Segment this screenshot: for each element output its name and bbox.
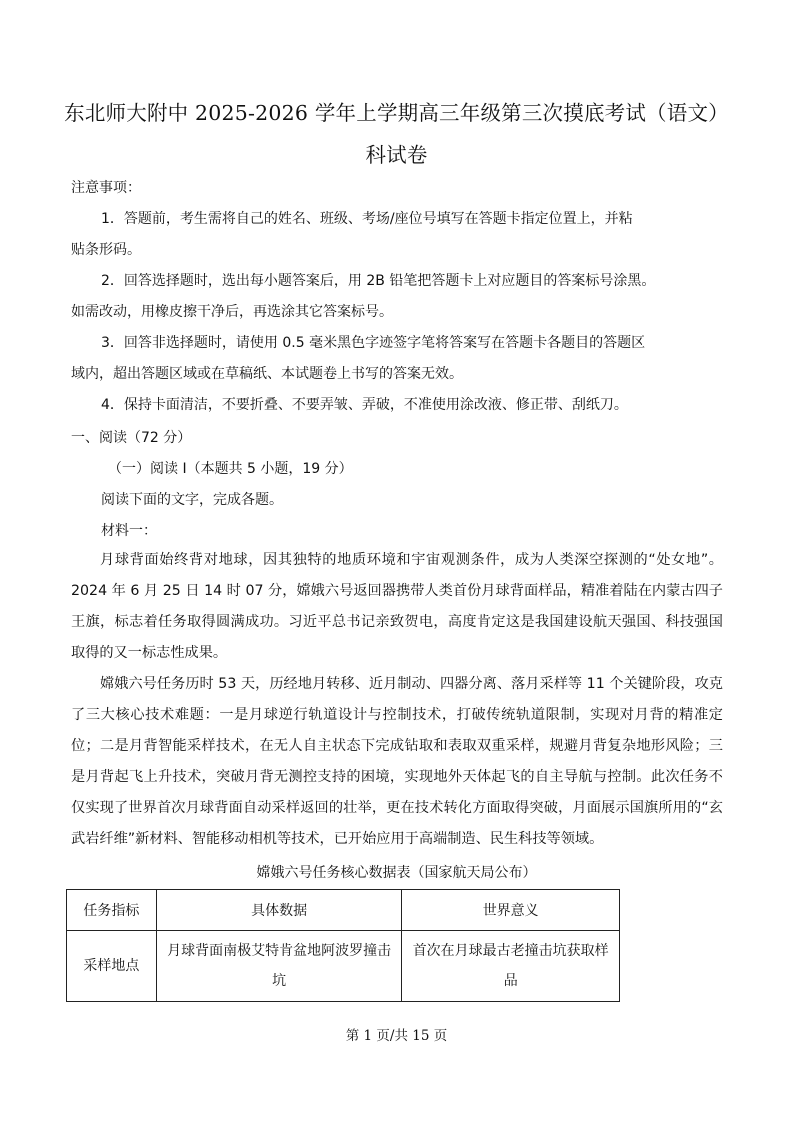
table-cell: 首次在月球最古老撞击坑获取样品 bbox=[402, 931, 620, 1002]
table-cell: 采样地点 bbox=[67, 931, 157, 1002]
material-paragraph-2: 嫦娥六号任务历时 53 天，历经地月转移、近月制动、四器分离、落月采样等 11 个关键阶段，攻克了三大核心技术难题：一是月球逆行轨道设计与控制技术，打破传统轨道限制，实现对月背的精准定位；二是月背智能采样技术，在无人自主状态下完成钻取和表取双重采样，规避月背复杂地形风险；三是月背起飞上升技术，突破月背无测控支持的困境，实现地外天体起飞的自主导航与控制。此次任务不仅实现了世界首次月球背面自动采样返回的壮举，更在技术转化方面取得突破，月面展示国旗所用的“玄武岩纤维”新材料、智能移动相机等技术，已开始应用于高端制造、民生科技等领域。 bbox=[71, 676, 723, 847]
exam-title-line2: 科试卷 bbox=[365, 143, 428, 167]
table-header-cell: 世界意义 bbox=[402, 890, 620, 931]
notice-item-2-line1: 2．回答选择题时，选出每小题答案后，用 2B 铅笔把答题卡上对应题目的答案标号涂黑。 bbox=[101, 273, 656, 289]
notice-item-4: 4．保持卡面清洁，不要折叠、不要弄皱、弄破，不准使用涂改液、修正带、刮纸刀。 bbox=[101, 397, 628, 413]
table-cell: 月球背面南极艾特肯盆地阿波罗撞击坑 bbox=[156, 931, 402, 1002]
notice-item-3-line2: 域内，超出答题区域或在草稿纸、本试题卷上书写的答案无效。 bbox=[71, 366, 463, 382]
notice-item-3-line1: 3．回答非选择题时，请使用 0.5 毫米黑色字迹签字笔将答案写在答题卡各题目的答题区 bbox=[101, 335, 646, 351]
table-row bbox=[67, 931, 620, 1002]
notice-item-1-line1: 1．答题前，考生需将自己的姓名、班级、考场/座位号填写在答题卡指定位置上，并粘 bbox=[101, 211, 633, 227]
notice-heading: 注意事项： bbox=[71, 180, 141, 196]
reading-instruction: 阅读下面的文字，完成各题。 bbox=[101, 492, 283, 508]
section-heading: 一、阅读（72 分） bbox=[71, 430, 192, 446]
sub-section-heading: （一）阅读 I（本题共 5 小题，19 分） bbox=[108, 461, 353, 477]
material-paragraph-1: 月球背面始终背对地球，因其独特的地质环境和宇宙观测条件，成为人类深空探测的“处女地”。2024 年 6 月 25 日 14 时 07 分，嫦娥六号返回器携带人类首份月球背面样品，精准着陆在内蒙古四子王旗，标志着任务取得圆满成功。习近平总书记亲致贺电，高度肯定这是我国建设航天强国、科技强国取得的又一标志性成果。 bbox=[71, 552, 723, 661]
exam-title-line1: 东北师大附中 2025-2026 学年上学期高三年级第三次摸底考试（语文） bbox=[64, 101, 729, 125]
table-header-row bbox=[67, 890, 620, 931]
material-label: 材料一： bbox=[101, 523, 157, 539]
page-number: 第 1 页/共 15 页 bbox=[345, 1028, 448, 1044]
table-caption: 嫦娥六号任务核心数据表（国家航天局公布） bbox=[256, 865, 537, 881]
notice-item-2-line2: 如需改动，用橡皮擦干净后，再选涂其它答案标号。 bbox=[71, 304, 393, 320]
table-header-cell: 任务指标 bbox=[67, 890, 157, 931]
mission-data-table bbox=[66, 889, 620, 1002]
table-header-cell: 具体数据 bbox=[156, 890, 402, 931]
notice-item-1-line2: 贴条形码。 bbox=[71, 242, 141, 258]
